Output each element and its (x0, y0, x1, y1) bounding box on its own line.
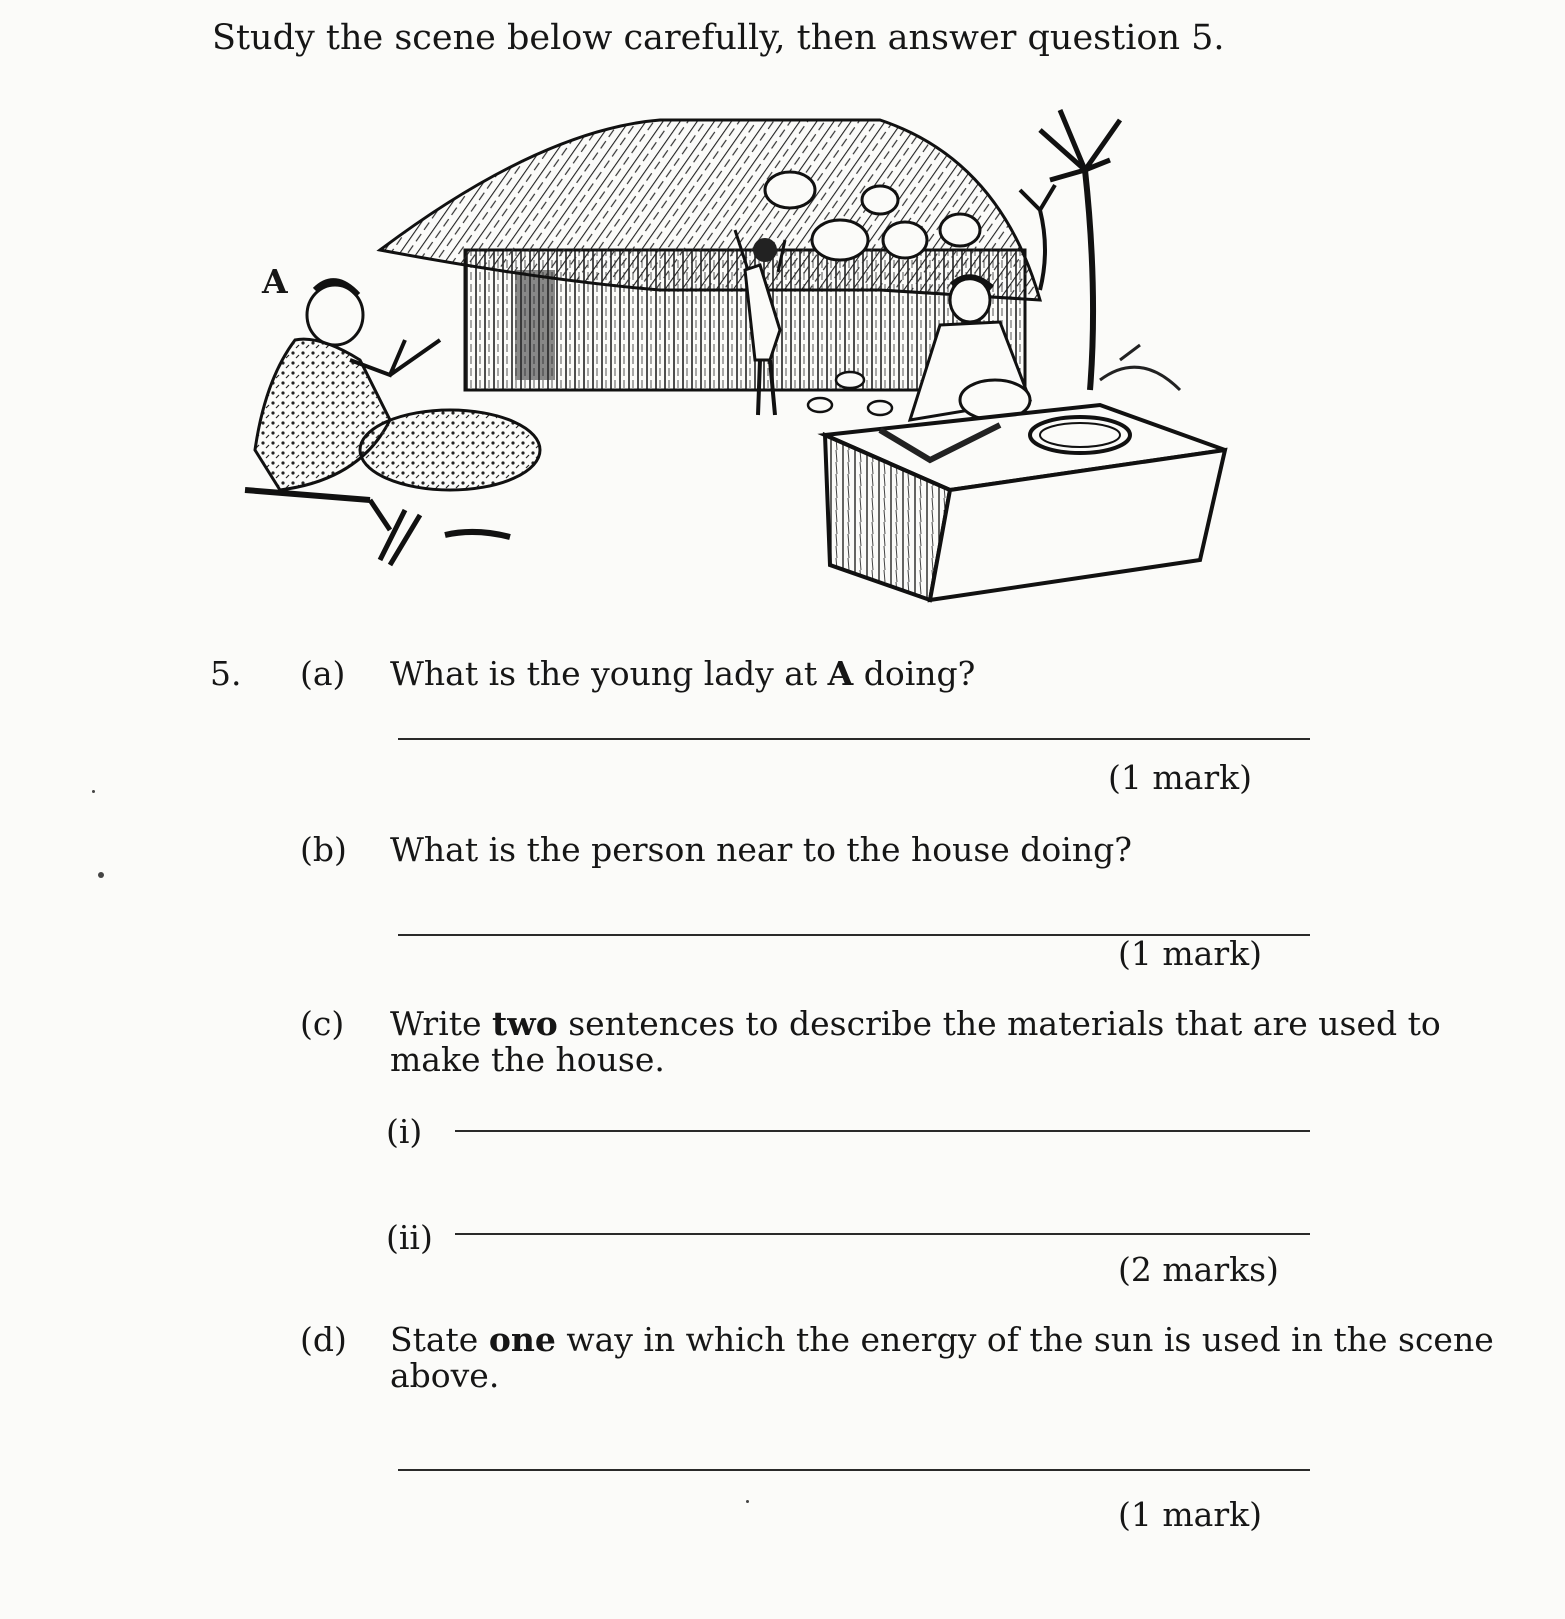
part-d-question: State one way in which the energy of the sun is used in the scene (390, 1320, 1494, 1359)
part-c-question-line2: make the house. (390, 1040, 665, 1079)
question-number: 5. (210, 654, 242, 693)
part-b-question: What is the person near to the house doing? (390, 830, 1132, 869)
part-c-marks: (2 marks) (1118, 1250, 1279, 1289)
part-a-question: What is the young lady at A doing? (390, 654, 976, 693)
answer-line-c-i[interactable] (455, 1130, 1310, 1132)
instruction-heading: Study the scene below carefully, then answer question 5. (212, 18, 1225, 58)
drying-stand (825, 405, 1225, 600)
part-d-question-line2: above. (390, 1356, 500, 1395)
village-scene-illustration (240, 90, 1240, 620)
scan-speck (98, 872, 104, 878)
part-c-sub-i-label: (i) (386, 1112, 423, 1151)
part-a-marks: (1 mark) (1108, 758, 1252, 797)
part-b-label: (b) (300, 830, 347, 869)
figure-label-a: A (262, 262, 288, 301)
part-d-marks: (1 mark) (1118, 1495, 1262, 1534)
scan-speck (746, 1500, 749, 1503)
part-b-marks: (1 mark) (1118, 934, 1262, 973)
answer-line-d[interactable] (398, 1469, 1310, 1471)
answer-line-a[interactable] (398, 738, 1310, 740)
part-a-label: (a) (300, 654, 346, 693)
palm-tree (1020, 110, 1180, 390)
answer-line-c-ii[interactable] (455, 1233, 1310, 1235)
scan-speck (92, 790, 95, 793)
part-c-sub-ii-label: (ii) (386, 1218, 433, 1257)
part-c-label: (c) (300, 1004, 345, 1043)
part-c-question: Write two sentences to describe the materials that are used to (390, 1004, 1441, 1043)
part-d-label: (d) (300, 1320, 347, 1359)
